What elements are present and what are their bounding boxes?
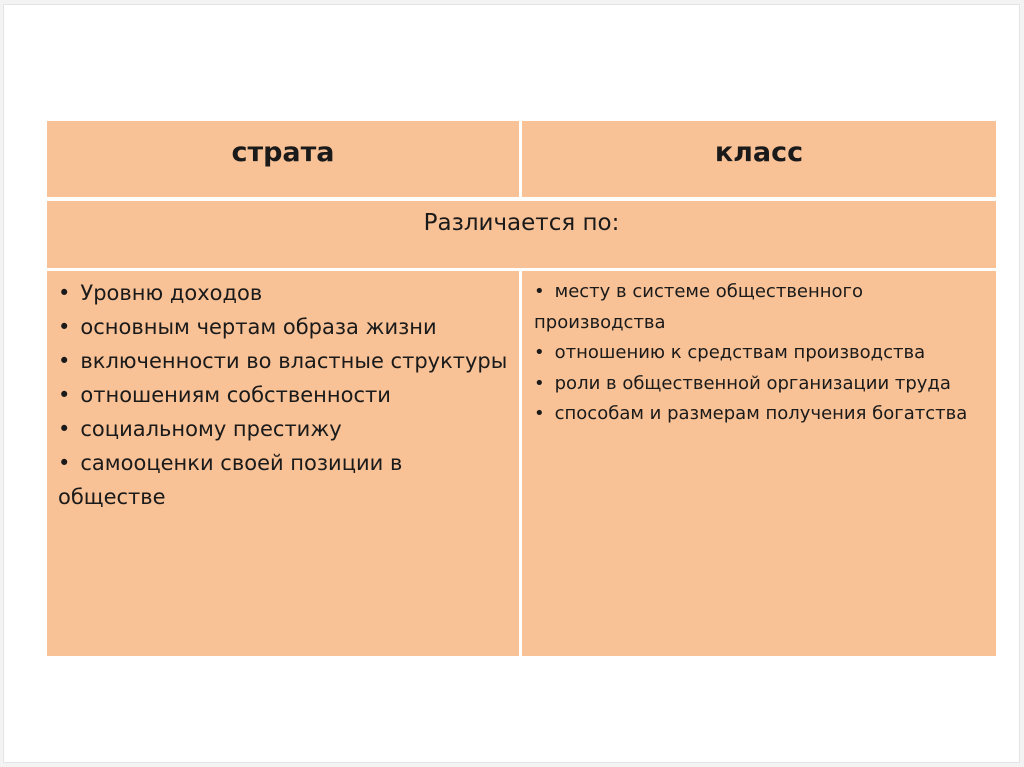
subheader-label: Различается по: [423, 210, 620, 236]
criteria-item-text: основным чертам образа жизни [80, 315, 437, 339]
criteria-item [534, 399, 989, 430]
criteria-item [534, 338, 989, 369]
bullet-icon: • [58, 383, 71, 407]
header-class-label: класс [714, 137, 804, 168]
criteria-item-text: Уровню доходов [80, 281, 263, 305]
criteria-item [58, 446, 513, 514]
criteria-item-text: включенности во властные структуры [80, 349, 508, 373]
bullet-icon: • [534, 342, 545, 363]
criteria-item-text: отношениям собственности [80, 383, 391, 407]
criteria-item [58, 310, 513, 344]
bullet-icon: • [58, 349, 71, 373]
bullet-icon: • [534, 281, 545, 302]
bullet-icon: • [58, 315, 71, 339]
bullet-icon: • [534, 372, 545, 394]
criteria-item [58, 276, 513, 310]
criteria-item [534, 277, 989, 338]
header-cell-strata [47, 121, 519, 197]
class-criteria-list [534, 277, 989, 430]
criteria-item-text: социальному престижу [80, 417, 342, 441]
bullet-icon: • [534, 403, 545, 424]
criteria-item [58, 412, 513, 446]
criteria-item-text: самооценки своей позиции в обществе [58, 451, 403, 509]
bullet-icon: • [58, 417, 71, 441]
comparison-table [47, 121, 996, 656]
criteria-item-text: роли в общественной организации труда [554, 372, 951, 394]
header-cell-class [522, 121, 996, 197]
header-strata-label: страта [231, 137, 335, 168]
bullet-icon: • [58, 281, 71, 305]
criteria-item [58, 344, 513, 378]
bullet-icon: • [58, 451, 71, 475]
criteria-item-text: способам и размерам получения богатства [554, 403, 968, 424]
strata-criteria-list [58, 276, 513, 514]
criteria-item [58, 378, 513, 412]
slide [3, 4, 1020, 763]
criteria-item [534, 369, 989, 400]
criteria-item-text: отношению к средствам производства [554, 342, 926, 363]
criteria-item-text: месту в системе общественного производства [534, 281, 864, 333]
